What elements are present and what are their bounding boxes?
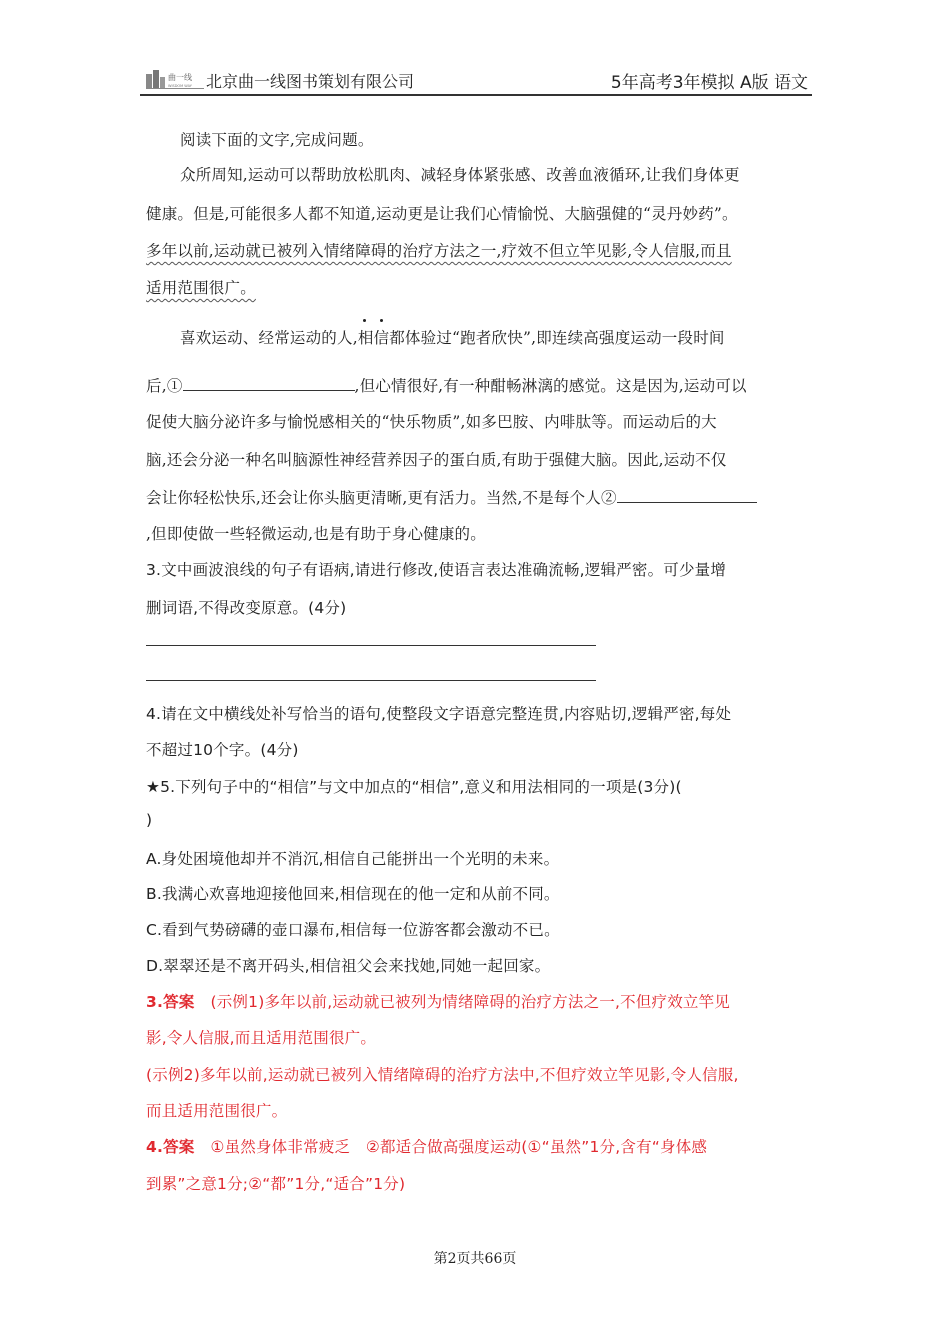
option-b: B.我满心欢喜地迎接他回来,相信现在的他一定和从前不同。 bbox=[146, 885, 560, 903]
question-5-line2: ) bbox=[146, 811, 153, 829]
wavy-sentence-line2: 适用范围很广。 bbox=[146, 279, 256, 297]
passage-p2-line6: ,但即使做一些轻微运动,也是有助于身心健康的。 bbox=[146, 525, 486, 543]
passage-p2-line2: 后,① ,但心情很好,有一种酣畅淋漓的感觉。这是因为,运动可以 bbox=[146, 377, 747, 395]
page-header bbox=[140, 64, 812, 96]
answer-3-label: 3.答案 bbox=[146, 993, 195, 1011]
option-c: C.看到气势磅礴的壶口瀑布,相信每一位游客都会激动不已。 bbox=[146, 921, 560, 939]
answer-3-line1: 3.答案 (示例1)多年以前,运动就已被列为情绪障碍的治疗方法之一,不但疗效立竿见 bbox=[146, 993, 730, 1011]
publisher-logo-icon bbox=[144, 68, 206, 90]
question-4-line2: 不超过10个字。(4分) bbox=[146, 741, 299, 759]
passage-p2-line5: 会让你轻松快乐,还会让你头脑更清晰,更有活力。当然,不是每个人② bbox=[146, 486, 757, 508]
question-4-line1: 4.请在文中横线处补写恰当的语句,使整段文字语意完整连贯,内容贴切,逻辑严密,每处 bbox=[146, 705, 732, 723]
logo-text: 曲一线 bbox=[168, 73, 192, 82]
answer-writing-line-1[interactable] bbox=[146, 645, 596, 646]
page-footer: 第2页共66页 bbox=[433, 1251, 517, 1267]
answer-4-line2: 到累”之意1分;②“都”1分,“适合”1分) bbox=[146, 1175, 406, 1193]
question-5-line1: ★5.下列句子中的“相信”与文中加点的“相信”,意义和用法相同的一项是(3分)( bbox=[146, 778, 682, 796]
passage-p2-line3: 促使大脑分泌许多与愉悦感相关的“快乐物质”,如多巴胺、内啡肽等。而运动后的大 bbox=[146, 413, 717, 431]
passage-p1-line1: 众所周知,运动可以帮助放松肌肉、减轻身体紧张感、改善血液循环,让我们身体更 bbox=[180, 166, 740, 184]
question-3-line1: 3.文中画波浪线的句子有语病,请进行修改,使语言表达准确流畅,逻辑严密。可少量增 bbox=[146, 561, 727, 579]
wavy-sentence-line1: 多年以前,运动就已被列入情绪障碍的治疗方法之一,疗效不但立竿见影,令人信服,而且 bbox=[146, 242, 732, 260]
answer-3-line2: 影,令人信服,而且适用范围很广。 bbox=[146, 1029, 377, 1047]
svg-text:WISDOM WAY: WISDOM WAY bbox=[168, 84, 192, 88]
passage-p1-line2: 健康。但是,可能很多人都不知道,运动更是让我们心情愉悦、大脑强健的“灵丹妙药”。 bbox=[146, 205, 738, 223]
answer-3-line4: 而且适用范围很广。 bbox=[146, 1102, 288, 1120]
option-d: D.翠翠还是不离开码头,相信祖父会来找她,同她一起回家。 bbox=[146, 957, 551, 975]
answer-writing-line-2[interactable] bbox=[146, 680, 596, 681]
company-name: 北京曲一线图书策划有限公司 bbox=[206, 72, 415, 91]
passage-p2-line1: 喜欢运动、经常运动的人, 相信都体验过“跑者欣快”,即连续高强度运动一段时间 bbox=[180, 326, 725, 348]
answer-3-line3: (示例2)多年以前,运动就已被列入情绪障碍的治疗方法中,不但疗效立竿见影,令人信服, bbox=[146, 1066, 739, 1084]
blank-2[interactable] bbox=[617, 488, 757, 503]
question-3-line2: 删词语,不得改变原意。(4分) bbox=[146, 599, 347, 617]
passage-p2-line4: 脑,还会分泌一种名叫脑源性神经营养因子的蛋白质,有助于强健大脑。因此,运动不仅 bbox=[146, 451, 727, 469]
answer-4-line1: 4.答案 ①虽然身体非常疲乏 ②都适合做高强度运动(①“虽然”1分,含有“身体感 bbox=[146, 1138, 708, 1156]
option-a: A.身处困境他却并不消沉,相信自己能拼出一个光明的未来。 bbox=[146, 850, 560, 868]
passage-intro: 阅读下面的文字,完成问题。 bbox=[180, 131, 374, 149]
answer-4-label: 4.答案 bbox=[146, 1138, 195, 1156]
blank-1[interactable] bbox=[183, 376, 355, 391]
book-title: 5年高考3年模拟 A版 语文 bbox=[610, 73, 808, 93]
dotted-word-xiangxin: 相信 bbox=[358, 329, 389, 347]
